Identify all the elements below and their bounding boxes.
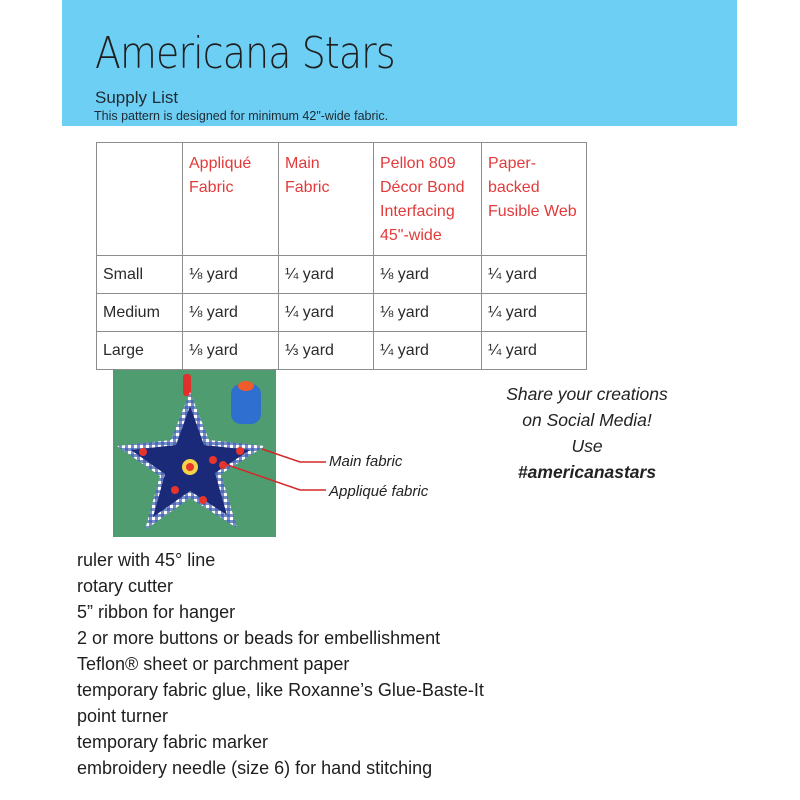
share-line: Use (571, 436, 603, 456)
list-item: embroidery needle (size 6) for hand stitching (77, 758, 433, 778)
hashtag: #americanastars (517, 462, 657, 482)
list-item: ruler with 45° line (77, 550, 216, 570)
page-subtitle: Supply List (95, 88, 179, 107)
table-cell: ⅛ yard (374, 256, 482, 294)
table-cell: ¼ yard (482, 256, 587, 294)
table-header-cell: Paper-backed Fusible Web (482, 143, 587, 256)
table-cell: ¼ yard (374, 332, 482, 370)
list-item: 5” ribbon for hanger (77, 602, 236, 622)
table-cell: ⅛ yard (183, 332, 279, 370)
table-cell: ¼ yard (279, 256, 374, 294)
list-item: point turner (77, 706, 169, 726)
list-item: temporary fabric marker (77, 732, 269, 752)
table-header-cell: Main Fabric (279, 143, 374, 256)
callout-applique-fabric: Appliqué fabric (329, 483, 429, 500)
supply-list (77, 547, 484, 781)
table-cell: ¼ yard (482, 332, 587, 370)
table-cell: ⅛ yard (183, 294, 279, 332)
table-cell: ⅛ yard (374, 294, 482, 332)
table-cell: ⅛ yard (183, 256, 279, 294)
list-item: 2 or more buttons or beads for embellishment (77, 628, 441, 648)
social-share-block (482, 381, 692, 485)
size-cell: Medium (97, 294, 183, 332)
list-item: temporary fabric glue, like Roxanne’s Glue-Baste-It (77, 680, 484, 700)
list-item: rotary cutter (77, 576, 174, 596)
share-line: on Social Media! (522, 410, 652, 430)
fabric-width-note: This pattern is designed for minimum 42"-wide fabric. (94, 109, 389, 123)
table-header-cell: Pellon 809 Décor Bond Interfacing 45"-wide (374, 143, 482, 256)
table-cell: ¼ yard (279, 294, 374, 332)
list-item: Teflon® sheet or parchment paper (77, 654, 350, 674)
callout-main-fabric: Main fabric (329, 453, 403, 470)
table-header-cell: Appliqué Fabric (183, 143, 279, 256)
table-cell: ⅓ yard (279, 332, 374, 370)
page-title: Americana Stars (95, 28, 395, 79)
share-line: Share your creations (506, 384, 668, 404)
size-cell: Small (97, 256, 183, 294)
table-cell: ¼ yard (482, 294, 587, 332)
size-cell: Large (97, 332, 183, 370)
